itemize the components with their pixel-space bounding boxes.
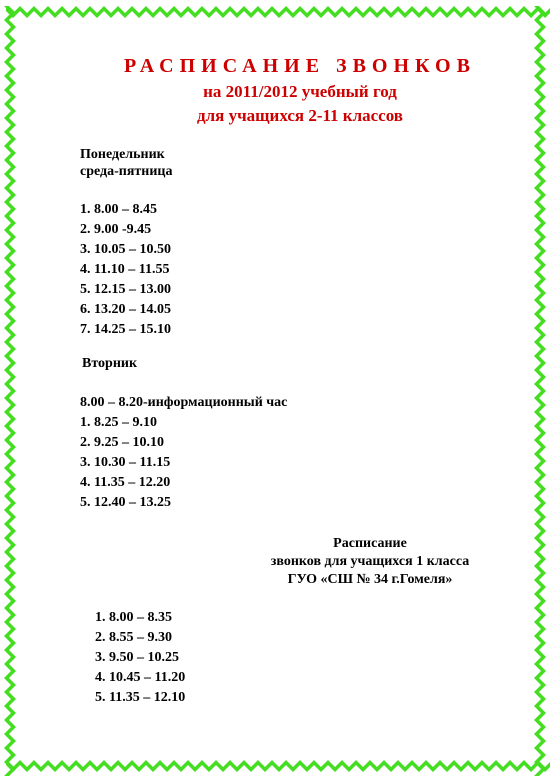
lesson-row: 7. 14.25 – 15.10 — [80, 322, 171, 337]
lesson-row: 2. 9.00 -9.45 — [80, 222, 152, 237]
lesson-row: 1. 8.00 – 8.35 — [95, 610, 172, 625]
lesson-row: 5. 12.40 – 13.25 — [80, 495, 171, 510]
lesson-row: 3. 9.50 – 10.25 — [95, 650, 179, 665]
lesson-row: 1. 8.25 – 9.10 — [80, 415, 157, 430]
grades-subtitle: для учащихся 2-11 классов — [197, 106, 403, 125]
lesson-row: 4. 11.10 – 11.55 — [80, 262, 170, 277]
lesson-row: 5. 12.15 – 13.00 — [80, 282, 171, 297]
lesson-row: 4. 11.35 – 12.20 — [80, 475, 171, 490]
tuesday-heading: Вторник — [82, 356, 138, 371]
lesson-row: 3. 10.30 – 11.15 — [80, 455, 171, 470]
school-year-subtitle: на 2011/2012 учебный год — [203, 82, 397, 101]
first-grade-subheading: звонков для учащихся 1 класса — [270, 554, 470, 569]
lesson-row: 3. 10.05 – 10.50 — [80, 242, 171, 257]
info-hour-row: 8.00 – 8.20-информационный час — [80, 395, 288, 410]
lesson-row: 5. 11.35 – 12.10 — [95, 690, 186, 705]
first-grade-heading: Расписание — [333, 536, 407, 551]
document-title: РАСПИСАНИЕ ЗВОНКОВ — [124, 55, 476, 77]
monday-heading: Понедельник — [80, 147, 165, 162]
wed-fri-heading: среда-пятница — [80, 164, 173, 179]
lesson-row: 1. 8.00 – 8.45 — [80, 202, 157, 217]
lesson-row: 4. 10.45 – 11.20 — [95, 670, 186, 685]
lesson-row: 2. 9.25 – 10.10 — [80, 435, 164, 450]
lesson-row: 6. 13.20 – 14.05 — [80, 302, 171, 317]
school-name: ГУО «СШ № 34 г.Гомеля» — [287, 572, 453, 587]
lesson-row: 2. 8.55 – 9.30 — [95, 630, 172, 645]
